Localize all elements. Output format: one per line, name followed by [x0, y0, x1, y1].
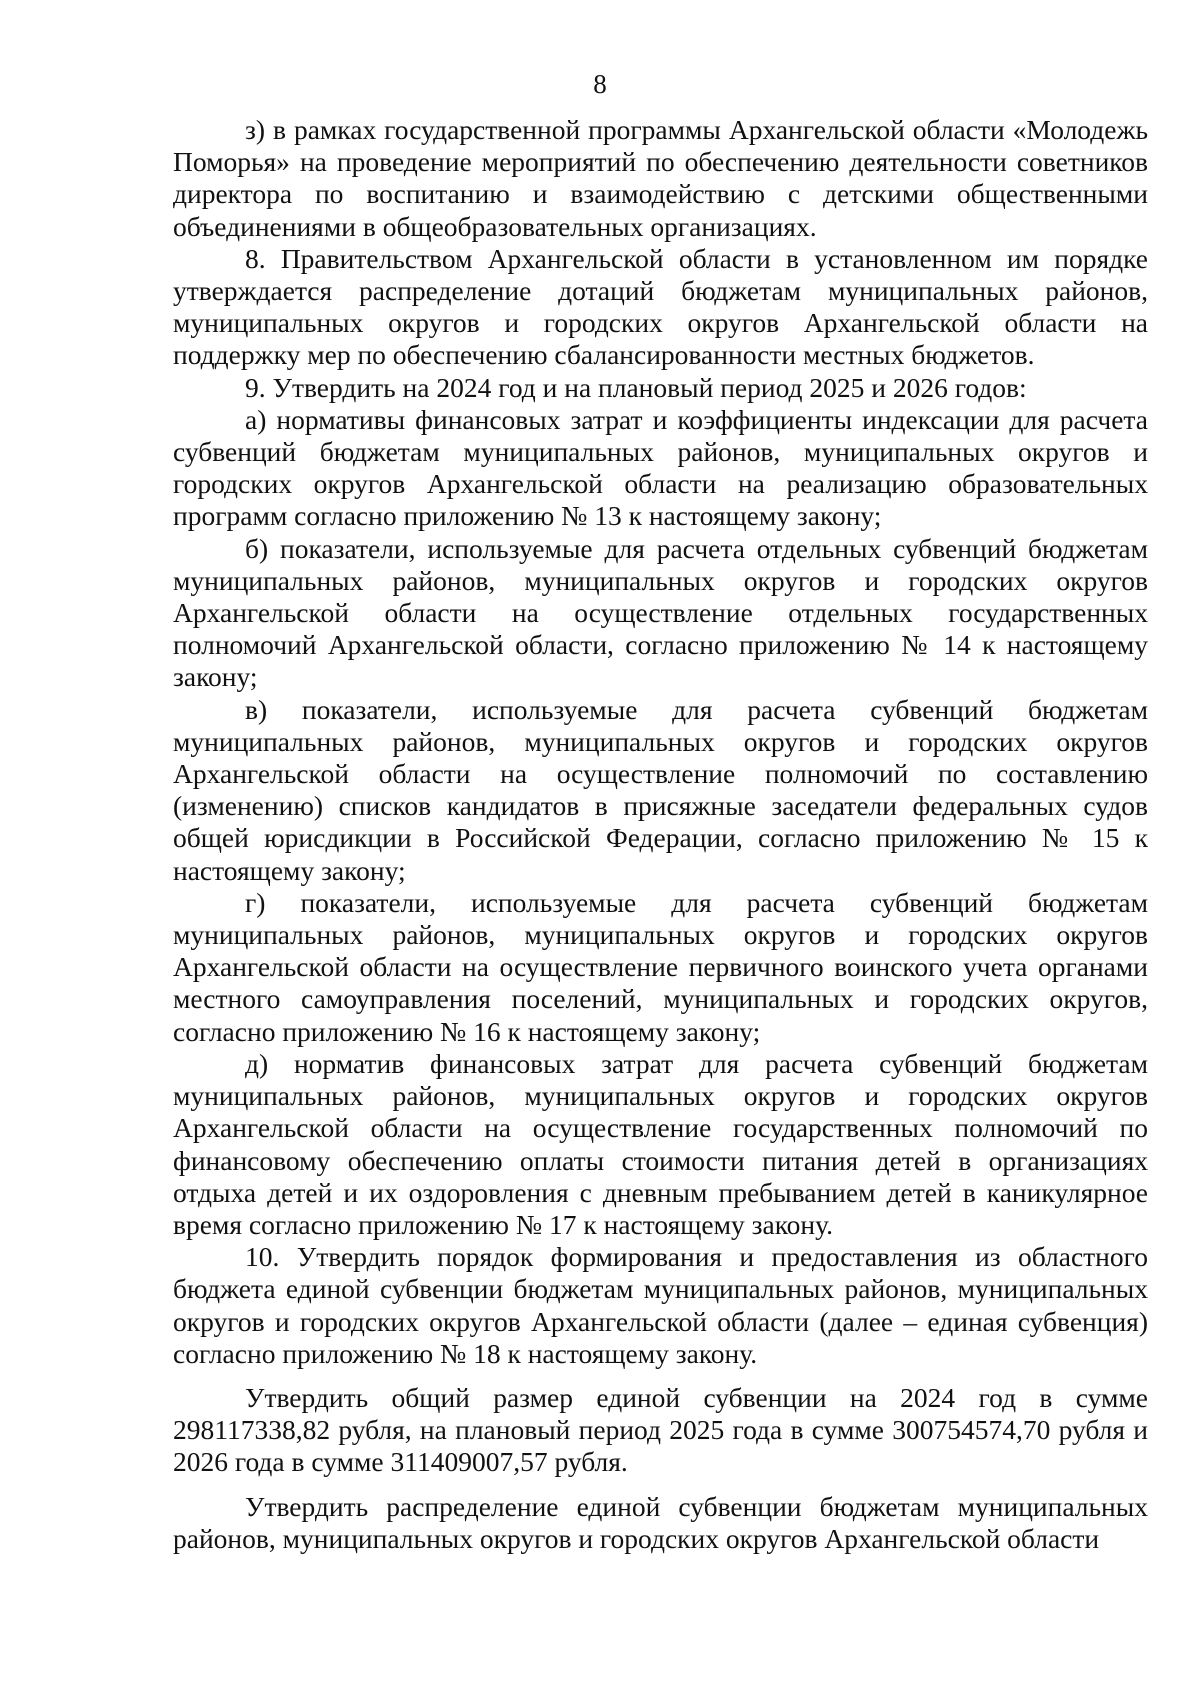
paragraph-item-9: 9. Утвердить на 2024 год и на плановый период 2025 и 2026 годов:: [245, 371, 1027, 403]
paragraph-item-8: 8. Правительством Архангельской области в установленном им порядке утверждается распределение дотаций бюджетам муниципальных районов, муниципальных округов и городских округов Архангельской области на поддержку мер по обеспечению сбалансированности местных бюджетов.: [173, 242, 1148, 371]
paragraph-subvention-distribution: Утвердить распределение единой субвенции бюджетам муниципальных районов, муниципальных округов и городских округов Архангельской области: [173, 1490, 1148, 1554]
document-body: [173, 114, 1148, 1555]
paragraph-subvention-total: Утвердить общий размер единой субвенции на 2024 год в сумме 298117338,82 рубля, на плановый период 2025 года в сумме 300754574,70 рубля и 2026 года в сумме 311409007,57 рубля.: [173, 1381, 1148, 1478]
paragraph-item-10: 10. Утвердить порядок формирования и предоставления из областного бюджета единой субвенции бюджетам муниципальных районов, муниципальных округов и городских округов Архангельской области (далее – единая субвенция) согласно приложению № 18 к настоящему закону.: [173, 1241, 1148, 1369]
paragraph-item-z: з) в рамках государственной программы Архангельской области «Молодежь Поморья» на проведение мероприятий по обеспечению деятельности советников директора по воспитанию и взаимодействию с детскими общественными объединениями в общеобразовательных организациях.: [173, 114, 1148, 242]
paragraph-item-9v: в) показатели, используемые для расчета субвенций бюджетам муниципальных районов, муниципальных округов и городских округов Архангельской области на осуществление полномочий по составлению (изменению) списков кандидатов в присяжные заседатели федеральных судов общей юрисдикции в Российской Федерации, согласно приложению № 15 к настоящему закону;: [173, 693, 1148, 886]
paragraph-item-9b: б) показатели, используемые для расчета отдельных субвенций бюджетам муниципальных районов, муниципальных округов и городских округов Архангельской области на осуществление отдельных государственных полномочий Архангельской области, согласно приложению № 14 к настоящему закону;: [173, 532, 1148, 693]
paragraph-item-9d: д) норматив финансовых затрат для расчета субвенций бюджетам муниципальных районов, муниципальных округов и городских округов Архангельской области на осуществление государственных полномочий по финансовому обеспечению оплаты стоимости питания детей в организациях отдыха детей и их оздоровления с дневным пребыванием детей в каникулярное время согласно приложению № 17 к настоящему закону.: [173, 1047, 1148, 1240]
paragraph-item-9g: г) показатели, используемые для расчета субвенций бюджетам муниципальных районов, муниципальных округов и городских округов Архангельской области на осуществление первичного воинского учета органами местного самоуправления поселений, муниципальных и городских округов, согласно приложению № 16 к настоящему закону;: [173, 886, 1148, 1047]
page-number: 8: [593, 69, 607, 99]
paragraph-item-9a: а) нормативы финансовых затрат и коэффициенты индексации для расчета субвенций бюджетам муниципальных районов, муниципальных округов и городских округов Архангельской области на реализацию образовательных программ согласно приложению № 13 к настоящему закону;: [173, 403, 1148, 532]
